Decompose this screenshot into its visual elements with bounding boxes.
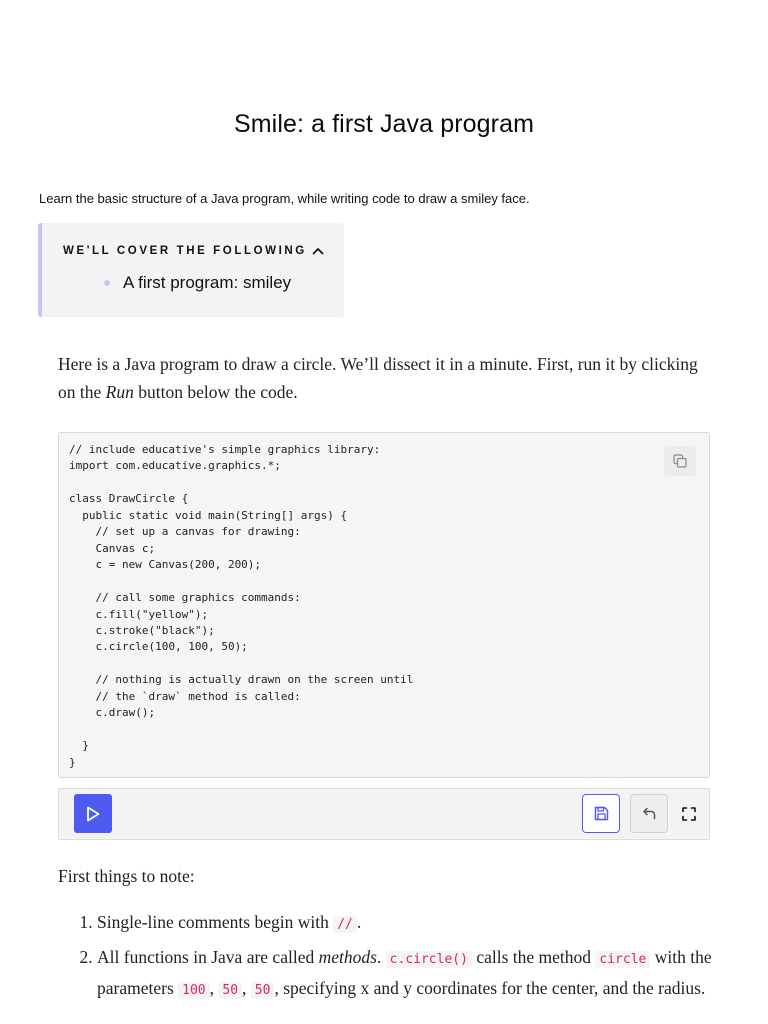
undo-icon: [641, 805, 658, 822]
chevron-up-icon: [311, 244, 325, 258]
cover-toggle[interactable]: [63, 244, 325, 258]
cover-panel: [38, 223, 344, 317]
cover-item-label: A first program: smiley: [123, 273, 292, 292]
inline-code: circle: [595, 951, 650, 968]
note2-em: methods: [318, 947, 377, 967]
fullscreen-icon: [681, 806, 697, 822]
inline-code: 50: [218, 982, 242, 999]
intro-text-after: button below the code.: [133, 382, 298, 402]
note2-sep2: ,: [242, 978, 251, 998]
inline-code: //: [333, 916, 357, 933]
page-title: Smile: a first Java program: [233, 110, 534, 138]
list-item: [97, 908, 757, 939]
notes-list: [58, 908, 757, 1009]
note2-sep1: ,: [209, 978, 219, 998]
reset-button[interactable]: [630, 794, 668, 833]
save-button[interactable]: [582, 794, 620, 833]
note2-e: , specifying x and y coordinates for the center, and the radius.: [274, 978, 706, 998]
note2-c: calls the method: [471, 947, 596, 967]
fullscreen-button[interactable]: [673, 794, 705, 833]
note1-text: Single-line comments begin with: [97, 912, 334, 932]
inline-code: 100: [178, 982, 209, 999]
cover-item-first-program[interactable]: [104, 273, 291, 293]
copy-button[interactable]: [664, 446, 696, 476]
list-item: [97, 943, 757, 1005]
inline-code: c.circle(): [386, 951, 472, 968]
code-editor[interactable]: [58, 432, 710, 778]
intro-paragraph: [58, 350, 718, 406]
cover-heading: WE'LL COVER THE FOLLOWING: [63, 245, 307, 257]
code-source[interactable]: // include educative's simple graphics library: import com.educative.graphics.*; class DrawCircle { public static void main(String[] args) { // set up a canvas for drawing: Canvas c; c = new Canvas(200, 200); // call some graphics commands: c.fill("yellow"); c.stroke("black"); c.circle(100, 100, 50); // nothing is actually drawn on the screen until // the `draw` method is called: c.draw(); } }: [69, 443, 414, 769]
intro-emphasis-run: Run: [105, 382, 134, 402]
save-icon: [593, 805, 610, 822]
inline-code: 50: [251, 982, 275, 999]
run-button[interactable]: [74, 794, 112, 833]
intro-text-before: Here is a Java program to draw a circle. We’ll dissect it in a minute. First, run it by clicking on the: [58, 354, 698, 402]
note2-a: All functions in Java are called: [97, 947, 319, 967]
note2-b: .: [376, 947, 386, 967]
note1-end: .: [356, 912, 362, 932]
code-toolbar: [58, 788, 710, 840]
copy-icon: [672, 453, 688, 469]
run-icon: [85, 805, 101, 823]
page-subtitle: Learn the basic structure of a Java program, while writing code to draw a smiley face.: [39, 191, 530, 206]
notes-heading: First things to note:: [58, 866, 195, 886]
bullet-dot: [104, 280, 110, 286]
note2-d: with the parameters: [97, 947, 712, 998]
